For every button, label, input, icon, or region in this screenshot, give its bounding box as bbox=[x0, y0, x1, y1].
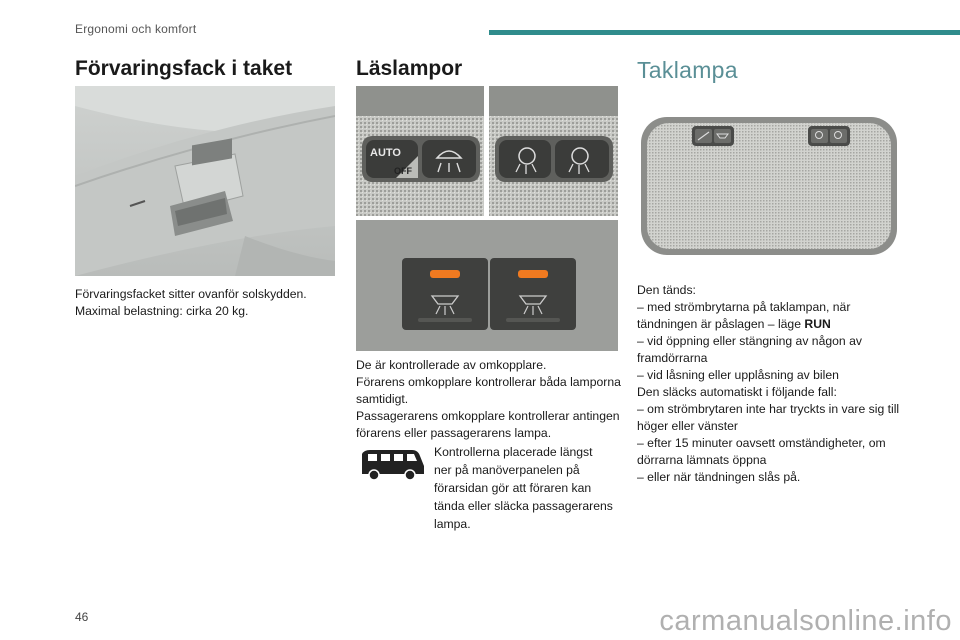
text-line: Den tänds: bbox=[637, 283, 696, 297]
text-line: förarsidan gör att föraren kan bbox=[434, 481, 592, 495]
reading-lamp-switches-illustration bbox=[356, 86, 618, 351]
text-line: – vid låsning eller upplåsning av bilen bbox=[637, 368, 839, 382]
text-line: samtidigt. bbox=[356, 392, 409, 406]
text-line: framdörrarna bbox=[637, 351, 708, 365]
text-line: – eller när tändningen slås på. bbox=[637, 470, 801, 484]
text-line: Förvaringsfacket sitter ovanför solskydden. bbox=[75, 287, 307, 301]
text-line: dörrarna lämnats öppna bbox=[637, 453, 767, 467]
text-span: tändningen är påslagen – läge bbox=[637, 317, 805, 331]
text-line bbox=[637, 316, 917, 333]
van-note bbox=[434, 443, 624, 533]
text-line: – med strömbrytarna på taklampan, när bbox=[637, 300, 851, 314]
ceiling-lamp-illustration bbox=[640, 116, 898, 256]
text-line: lampa. bbox=[434, 517, 471, 531]
page-number: 46 bbox=[75, 610, 89, 624]
text-line: De är kontrollerade av omkopplare. bbox=[356, 358, 547, 372]
text-line: tända eller släcka passagerarens bbox=[434, 499, 613, 513]
text-line: Kontrollerna placerade längst bbox=[434, 445, 593, 459]
ceiling-lamp-text bbox=[637, 282, 917, 486]
text-line: – vid öppning eller stängning av någon av bbox=[637, 334, 862, 348]
text-line: Passagerarens omkopplare kontrollerar antingen bbox=[356, 409, 620, 423]
text-line: – efter 15 minuter oavsett omständigheter, om bbox=[637, 436, 886, 450]
text-line: höger eller vänster bbox=[637, 419, 738, 433]
auto-label: AUTO bbox=[370, 147, 401, 159]
ceiling-lamp-heading: Taklampa bbox=[637, 57, 738, 83]
header-accent-bar bbox=[489, 30, 960, 35]
storage-text bbox=[75, 286, 340, 320]
text-line: Förarens omkopplare kontrollerar båda lamporna bbox=[356, 375, 621, 389]
watermark: carmanualsonline.info bbox=[659, 605, 952, 637]
off-label: OFF bbox=[394, 166, 412, 176]
text-line: Den släcks automatiskt i följande fall: bbox=[637, 385, 837, 399]
storage-heading: Förvaringsfack i taket bbox=[75, 57, 293, 80]
section-title: Ergonomi och komfort bbox=[75, 22, 197, 36]
text-line: Maximal belastning: cirka 20 kg. bbox=[75, 304, 249, 318]
reading-lamps-heading: Läslampor bbox=[356, 57, 463, 80]
reading-lamps-text bbox=[356, 357, 626, 442]
text-line: ner på manöverpanelen på bbox=[434, 463, 580, 477]
text-line: – om strömbrytaren inte har tryckts in vare sig till bbox=[637, 402, 900, 416]
overhead-storage-illustration bbox=[75, 86, 335, 276]
van-icon bbox=[358, 448, 426, 482]
run-label: RUN bbox=[804, 317, 831, 331]
text-line: förarens eller passagerarens lampa. bbox=[356, 426, 552, 440]
